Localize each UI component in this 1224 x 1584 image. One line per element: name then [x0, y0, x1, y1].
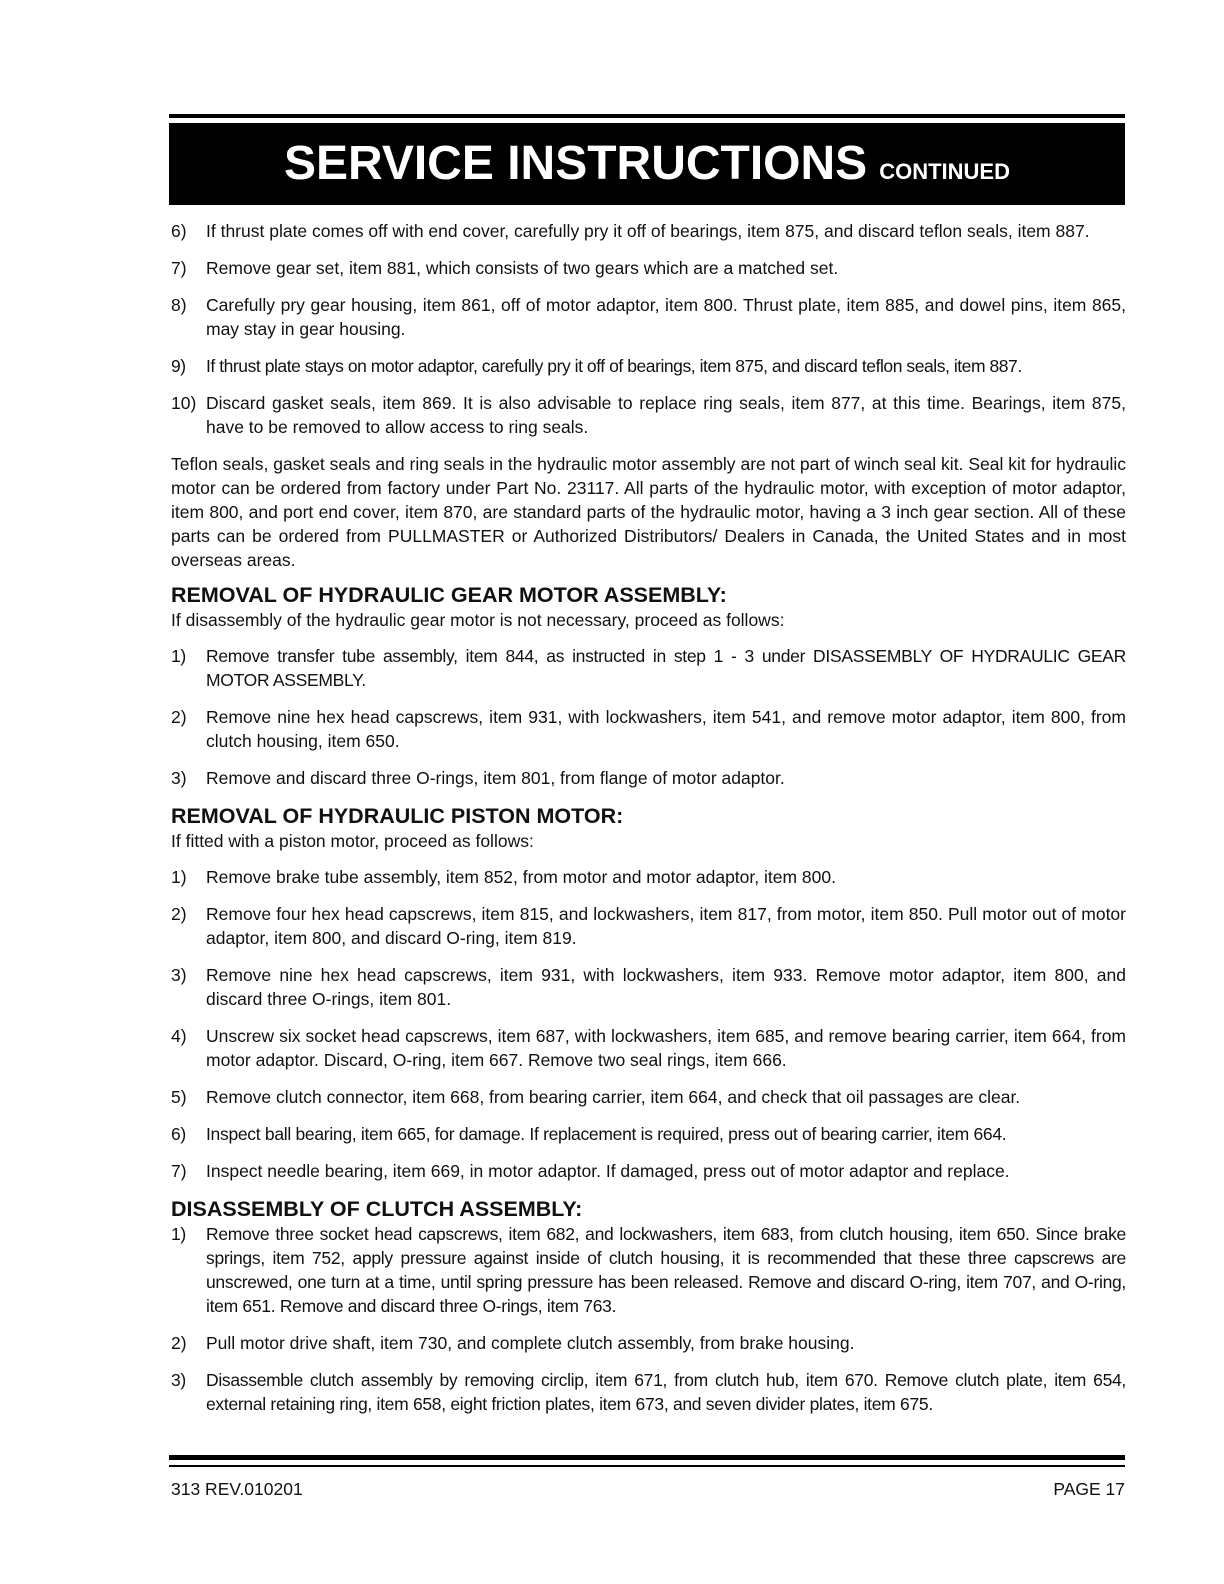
step-text: Remove three socket head capscrews, item 682, and lockwashers, item 683, from clutch housing, item 650. Since brake springs, item 752, apply pressure against inside of clutch housing, it is recommended that these three capscrews are unscrewed, one turn at a time, until spring pressure has been released. Remove and discard O-ring, item 707, and O-ring, item 651. Remove and discard three O-rings, item 763.: [206, 1224, 1126, 1316]
step-item: [171, 293, 1126, 341]
step-text: Inspect ball bearing, item 665, for damage. If replacement is required, press out of bearing carrier, item 664.: [206, 1124, 1007, 1144]
step-number: 2): [171, 1333, 187, 1353]
page-title: SERVICE INSTRUCTIONS: [284, 137, 868, 190]
section-intro-gear-motor: If disassembly of the hydraulic gear motor is not necessary, proceed as follows:: [171, 610, 785, 630]
section-intro-piston-motor: If fitted with a piston motor, proceed as follows:: [171, 831, 534, 851]
step-text: Inspect needle bearing, item 669, in motor adaptor. If damaged, press out of motor adaptor and replace.: [206, 1161, 1010, 1181]
step-text: Pull motor drive shaft, item 730, and complete clutch assembly, from brake housing.: [206, 1333, 855, 1353]
step-number: 3): [171, 1370, 186, 1390]
step-text: Carefully pry gear housing, item 861, off of motor adaptor, item 800. Thrust plate, item 885, and dowel pins, item 865, may stay in gear housing.: [206, 295, 1126, 339]
step-item: [171, 1024, 1126, 1072]
step-number: 3): [171, 768, 187, 788]
footer-rule-thin: [169, 1465, 1125, 1467]
section-banner: [169, 123, 1125, 205]
step-number: 5): [171, 1087, 187, 1107]
step-item: [171, 391, 1126, 439]
step-item: [171, 644, 1126, 692]
step-number: 7): [171, 1161, 187, 1181]
step-number: 2): [171, 707, 187, 727]
footer-rule-thick: [169, 1455, 1125, 1460]
step-item: [171, 219, 1126, 243]
step-text: Unscrew six socket head capscrews, item 687, with lockwashers, item 685, and remove bearing carrier, item 664, from motor adaptor. Discard, O-ring, item 667. Remove two seal rings, item 666.: [206, 1026, 1126, 1070]
step-item: [171, 1085, 1126, 1109]
step-item: [171, 902, 1126, 950]
step-text: Remove and discard three O-rings, item 801, from flange of motor adaptor.: [206, 768, 785, 788]
step-text: If thrust plate comes off with end cover, carefully pry it off of bearings, item 875, and discard teflon seals, item 887.: [206, 221, 1090, 241]
step-text: Remove nine hex head capscrews, item 931, with lockwashers, item 933. Remove motor adaptor, item 800, and discard three O-rings, item 801.: [206, 965, 1126, 1009]
step-text: Remove brake tube assembly, item 852, from motor and motor adaptor, item 800.: [206, 867, 836, 887]
step-number: 1): [171, 1224, 186, 1244]
document-body: [171, 219, 1126, 1429]
step-number: 6): [171, 221, 187, 241]
step-text: Discard gasket seals, item 869. It is also advisable to replace ring seals, item 877, at this time. Bearings, item 875, have to be removed to allow access to ring seals.: [206, 393, 1126, 437]
header-top-rule: [169, 114, 1125, 118]
step-text: Remove four hex head capscrews, item 815, and lockwashers, item 817, from motor, item 850. Pull motor out of motor adaptor, item 800, and discard O-ring, item 819.: [206, 904, 1126, 948]
step-text: Remove nine hex head capscrews, item 931, with lockwashers, item 541, and remove motor adaptor, item 800, from clutch housing, item 650.: [206, 707, 1126, 751]
step-text: Remove transfer tube assembly, item 844, as instructed in step 1 - 3 under DISASSEMBLY OF HYDRAULIC GEAR MOTOR ASSEMBLY.: [206, 646, 1126, 690]
step-item: [171, 963, 1126, 1011]
step-text: If thrust plate stays on motor adaptor, carefully pry it off of bearings, item 875, and discard teflon seals, item 887.: [206, 356, 1022, 376]
step-number: 8): [171, 295, 187, 315]
step-text: Remove gear set, item 881, which consists of two gears which are a matched set.: [206, 258, 839, 278]
step-item: [171, 1222, 1126, 1318]
step-item: [171, 256, 1126, 280]
step-item: [171, 1368, 1126, 1416]
step-item: [171, 1159, 1126, 1183]
footer-page-number: PAGE 17: [1053, 1479, 1125, 1499]
step-number: 1): [171, 646, 186, 666]
footer-doc-ref: 313 REV.010201: [171, 1479, 303, 1499]
step-item: [171, 766, 1126, 790]
step-number: 10): [171, 393, 197, 413]
step-item: [171, 354, 1126, 378]
step-number: 2): [171, 904, 187, 924]
step-text: Remove clutch connector, item 668, from bearing carrier, item 664, and check that oil passages are clear.: [206, 1087, 1021, 1107]
step-item: [171, 1331, 1126, 1355]
step-item: [171, 865, 1126, 889]
step-number: 9): [171, 356, 186, 376]
step-item: [171, 705, 1126, 753]
section-heading-piston-motor: REMOVAL OF HYDRAULIC PISTON MOTOR:: [171, 804, 624, 828]
step-number: 3): [171, 965, 187, 985]
step-number: 4): [171, 1026, 187, 1046]
section-heading-gear-motor: REMOVAL OF HYDRAULIC GEAR MOTOR ASSEMBLY:: [171, 583, 727, 607]
step-number: 6): [171, 1124, 186, 1144]
section-heading-clutch: DISASSEMBLY OF CLUTCH ASSEMBLY:: [171, 1197, 583, 1221]
step-number: 1): [171, 867, 187, 887]
step-text: Disassemble clutch assembly by removing circlip, item 671, from clutch hub, item 670. Remove clutch plate, item 654, external retaining ring, item 658, eight friction plates, item 673, and seven divider plates, item 675.: [206, 1370, 1126, 1414]
note-paragraph: Teflon seals, gasket seals and ring seals in the hydraulic motor assembly are not part of winch seal kit. Seal kit for hydraulic motor can be ordered from factory under Part No. 23117. All parts of the hydraulic motor, with exception of motor adaptor, item 800, and port end cover, item 870, are standard parts of the hydraulic motor, having a 3 inch gear section. All of these parts can be ordered from PULLMASTER or Authorized Distributors/ Dealers in Canada, the United States and in most overseas areas.: [171, 454, 1126, 570]
step-item: [171, 1122, 1126, 1146]
page-subtitle: CONTINUED: [879, 159, 1010, 184]
step-number: 7): [171, 258, 187, 278]
